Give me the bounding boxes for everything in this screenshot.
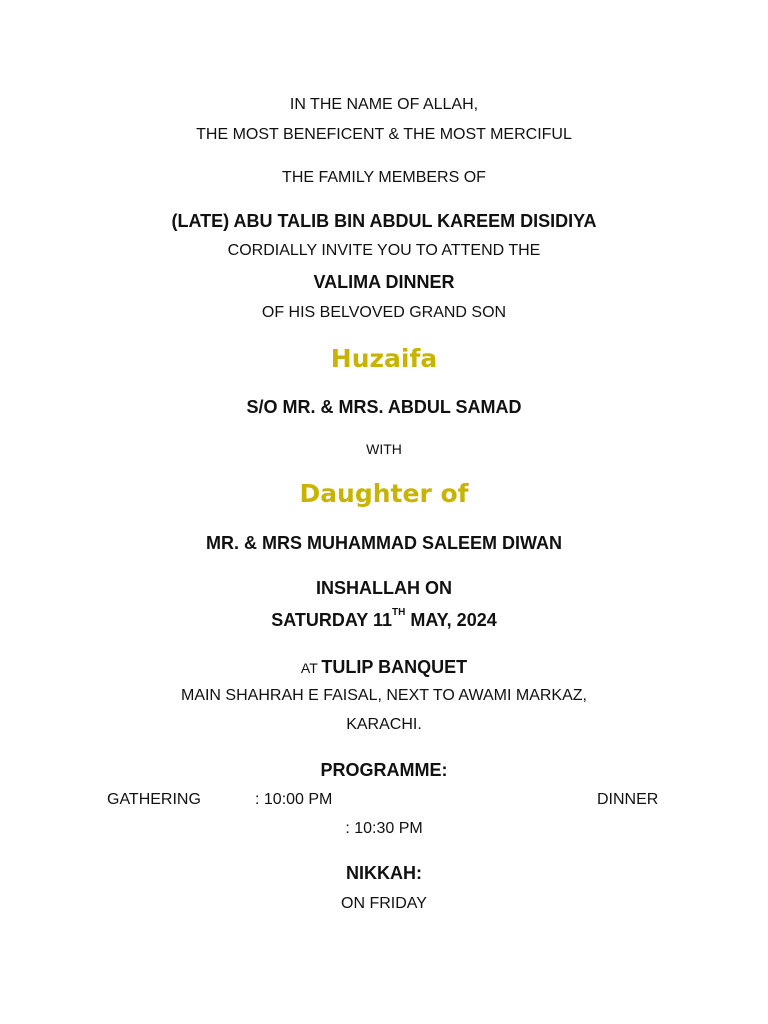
invite-text: CORDIALLY INVITE YOU TO ATTEND THE <box>227 242 541 259</box>
gathering-time: : 10:00 PM <box>255 791 333 808</box>
nikkah-heading: NIKKAH: <box>346 863 422 883</box>
date-ordinal-suffix: TH <box>391 607 406 618</box>
venue-line <box>0 658 768 677</box>
date-day: SATURDAY 11 <box>271 610 392 630</box>
nikkah-detail: ON FRIDAY <box>341 895 427 912</box>
relation-text: OF HIS BELVOVED GRAND SON <box>261 304 507 321</box>
date-intro: INSHALLAH ON <box>316 578 452 598</box>
gathering-label: GATHERING <box>107 791 201 808</box>
event-title: VALIMA DINNER <box>313 272 455 292</box>
programme-heading: PROGRAMME: <box>320 760 448 780</box>
host-name: (LATE) ABU TALIB BIN ABDUL KAREEM DISIDIYA <box>171 211 597 231</box>
venue-address-line-2: KARACHI. <box>346 716 422 733</box>
dinner-label: DINNER <box>597 791 659 808</box>
event-date <box>0 607 768 630</box>
header-line-2: THE MOST BENEFICENT & THE MOST MERCIFUL <box>196 126 572 143</box>
bride-name: Daughter of <box>299 479 469 508</box>
groom-parents: S/O MR. & MRS. ABDUL SAMAD <box>246 397 522 417</box>
venue-name: TULIP BANQUET <box>321 657 468 677</box>
venue-at: AT <box>300 660 322 676</box>
bride-parents: MR. & MRS MUHAMMAD SALEEM DIWAN <box>206 533 562 553</box>
venue-address-line-1: MAIN SHAHRAH E FAISAL, NEXT TO AWAMI MARKAZ, <box>180 687 587 704</box>
groom-name: Huzaifa <box>330 344 438 373</box>
header-line-1: IN THE NAME OF ALLAH, <box>289 96 479 113</box>
date-month-year: MAY, 2024 <box>405 610 497 630</box>
family-members-line: THE FAMILY MEMBERS OF <box>282 169 486 186</box>
dinner-time: : 10:30 PM <box>345 820 423 837</box>
with-text: WITH <box>366 441 402 457</box>
